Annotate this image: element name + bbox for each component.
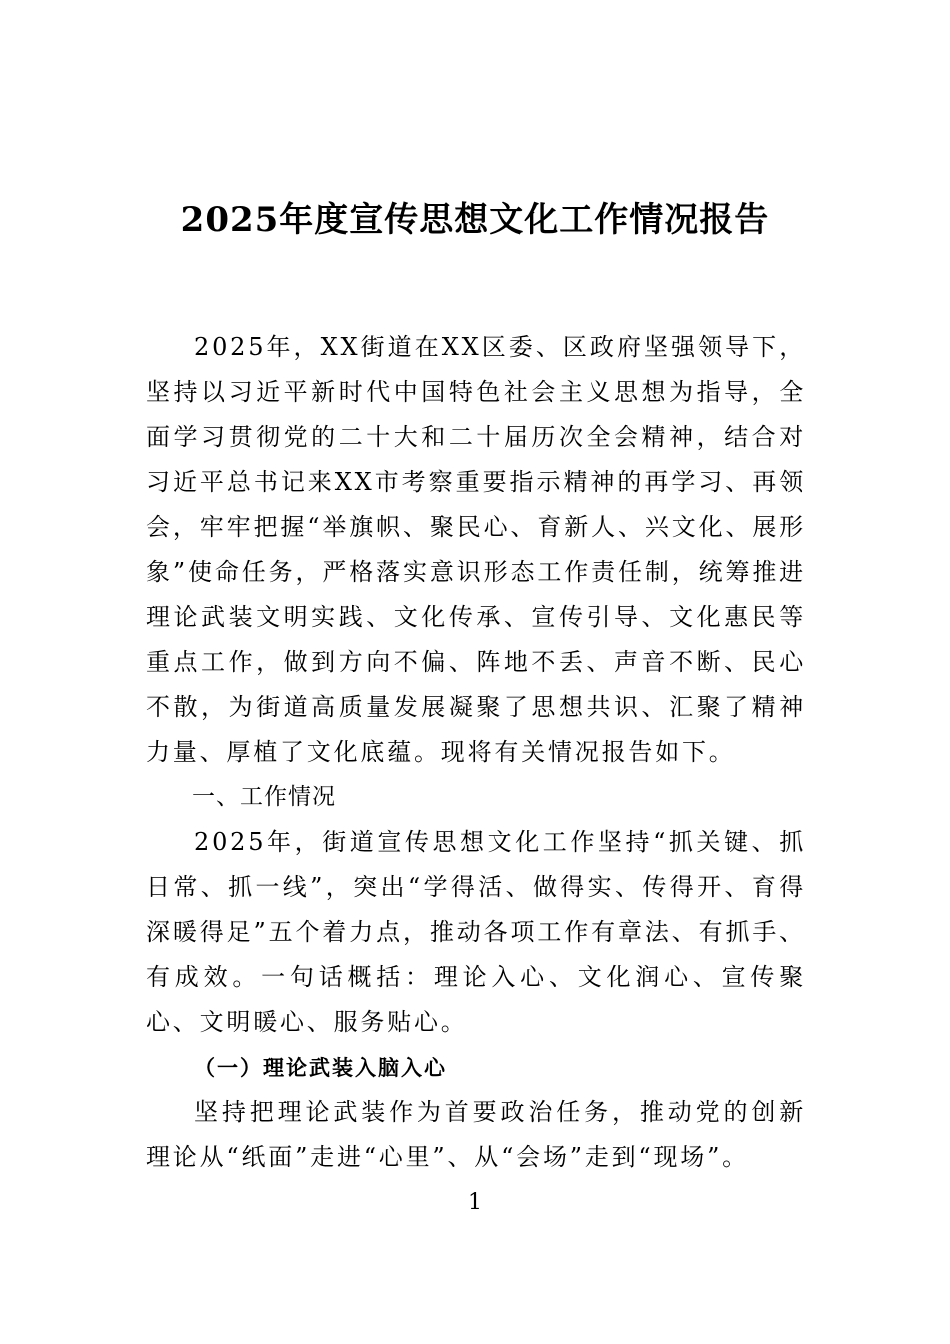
page-number: 1 xyxy=(468,1190,482,1215)
section-heading-work-status: 一、工作情况 xyxy=(192,784,336,810)
document-title: 2025年度宣传思想文化工作情况报告 xyxy=(180,200,770,240)
subsection-heading-theory: （一）理论武装入脑入心 xyxy=(194,1055,447,1080)
intro-paragraph: 2025年，XX街道在XX区委、区政府坚强领导下，坚持以习近平新时代中国特色社会主义思想为指导，全面学习贯彻党的二十大和二十届历次全会精神，结合对习近平总书记来XX市考察重要指示精神的再学习、再领会，牢牢把握“举旗帜、聚民心、育新人、兴文化、展形象”使命任务，严格落实意识形态工作责任制，统筹推进理论武装文明实践、文化传承、宣传引导、文化惠民等重点工作，做到方向不偏、阵地不丢、声音不断、民心不散，为街道高质量发展凝聚了思想共识、汇聚了精神力量、厚植了文化底蕴。现将有关情况报告如下。 xyxy=(146,333,806,766)
document-body xyxy=(146,325,806,1180)
subsection-theory-paragraph: 坚持把理论武装作为首要政治任务，推动党的创新理论从“纸面”走进“心里”、从“会场”走到“现场”。 xyxy=(146,1098,806,1171)
section-work-status-paragraph: 2025年，街道宣传思想文化工作坚持“抓关键、抓日常、抓一线”，突出“学得活、做得实、传得开、育得深暖得足”五个着力点，推动各项工作有章法、有抓手、有成效。一句话概括：理论入心、文化润心、宣传聚心、文明暖心、服务贴心。 xyxy=(146,828,806,1036)
